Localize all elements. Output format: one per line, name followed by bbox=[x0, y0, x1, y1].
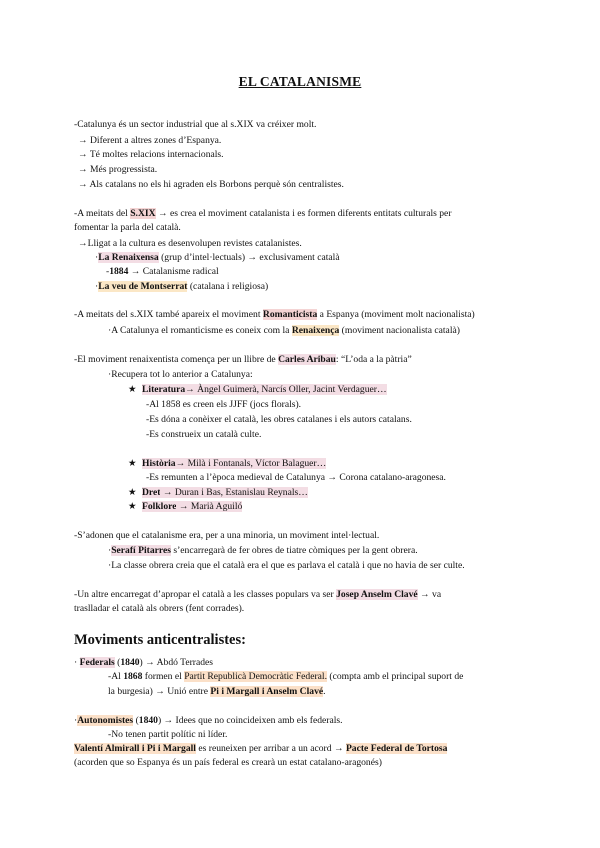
bullet-line: → Diferent a altres zones d’Espanya. bbox=[78, 135, 222, 146]
bullet-line: → Més progressista. bbox=[78, 164, 158, 175]
paragraph-line: fomentar la parla del català. bbox=[74, 222, 181, 233]
highlight-term: Serafí Pitarres bbox=[111, 545, 171, 556]
intro-line: -Catalunya és un sector industrial que al s.XIX va créixer molt. bbox=[74, 119, 317, 130]
sub-item: ·A Catalunya el romanticisme es coneix com la Renaixença (moviment nacionalista català) bbox=[108, 325, 460, 336]
highlight-term: Dret bbox=[142, 487, 161, 498]
highlight-term: Història bbox=[142, 458, 176, 469]
highlight-term: Pacte Federal de Tortosa bbox=[345, 743, 448, 754]
section-heading: Moviments anticentralistes: bbox=[74, 632, 246, 648]
detail-line: -Es remunten a l’època medieval de Catalunya → Corona catalano-aragonesa. bbox=[146, 472, 446, 483]
star-icon: ★ bbox=[128, 384, 137, 395]
star-icon: ★ bbox=[128, 487, 137, 498]
highlight-term: Autonomistes bbox=[77, 715, 134, 726]
sub-item: ·Serafí Pitarres s’encarregarà de fer obres de tiatre còmiques per la gent obrera. bbox=[108, 545, 418, 556]
sub-item: ·Recupera tot lo anterior a Catalunya: bbox=[108, 369, 253, 380]
highlight-term: Romanticista bbox=[262, 309, 318, 320]
paragraph-line: Valentí Almirall i Pi i Margall es reuneixen per arribar a un acord → Pacte Federal de Tortosa bbox=[74, 743, 448, 754]
star-item-folklore: ★ Folklore → Marià Aguiló bbox=[128, 501, 243, 512]
sub-item: -No tenen partit polític ni líder. bbox=[108, 729, 228, 740]
highlight-term: Carles Aribau bbox=[278, 354, 336, 365]
sub-item: -1884 → Catalanisme radical bbox=[106, 266, 219, 277]
bullet-line: → Té moltes relacions internacionals. bbox=[78, 149, 224, 160]
star-icon: ★ bbox=[128, 458, 137, 469]
sub-item: la burgesia) → Unió entre Pi i Margall i Anselm Clavé. bbox=[108, 686, 326, 697]
detail-line: -Al 1858 es creen els JJFF (jocs florals). bbox=[146, 399, 302, 410]
sub-item: ·La veu de Montserrat (catalana i religiosa) bbox=[95, 281, 269, 292]
detail-line: -Es dóna a conèixer el català, les obres catalanes i els autors catalans. bbox=[146, 414, 412, 425]
detail-line: -Es construeix un català culte. bbox=[146, 429, 262, 440]
star-item-historia: ★ Història→ Milà i Fontanals, Víctor Balaguer… bbox=[128, 458, 327, 469]
highlight-term: Valentí Almirall i Pi i Margall bbox=[74, 743, 196, 754]
paragraph-line: -El moviment renaixentista comença per un llibre de Carles Aribau: “L’oda a la pàtria” bbox=[74, 354, 412, 365]
sub-item: ·La Renaixensa (grup d’intel·lectuals) → exclusivament català bbox=[95, 252, 340, 263]
paragraph-line: -Un altre encarregat d’apropar el català a les classes populars va ser Josep Anselm Clavé → va bbox=[74, 589, 442, 600]
paragraph-line: · Federals (1840) → Abdó Terrades bbox=[74, 657, 214, 668]
highlight-term: Josep Anselm Clavé bbox=[336, 589, 418, 600]
highlight-term: Federals bbox=[79, 657, 115, 668]
highlight-term: Folklore bbox=[142, 501, 177, 512]
sub-item: -Al 1868 formen el Partit Republicà Democràtic Federal. (compta amb el principal suport de bbox=[108, 671, 464, 682]
star-item-dret: ★ Dret → Duran i Bas, Estanislau Reynals… bbox=[128, 487, 308, 498]
star-item-literatura: ★ Literatura→ Àngel Guimerà, Narcís Oller, Jacint Verdaguer… bbox=[128, 384, 387, 395]
bold-term: 1884 bbox=[109, 266, 129, 277]
highlight-term: Pi i Margall i Anselm Clavé bbox=[210, 686, 324, 697]
document-title: EL CATALANISME bbox=[238, 74, 362, 89]
highlight-term: Renaixença bbox=[291, 325, 340, 336]
bullet-line: → Als catalans no els hi agraden els Borbons perquè són centralistes. bbox=[78, 179, 344, 190]
paragraph-line: -A meitats del s.XIX també apareix el moviment Romanticista a Espanya (moviment molt nacionalista) bbox=[74, 309, 475, 320]
paragraph-line: (acorden que so Espanya és un país federal es crearà un estat catalano-aragonés) bbox=[74, 757, 382, 768]
bullet-line: →Lligat a la cultura es desenvolupen revistes catalanistes. bbox=[78, 238, 302, 249]
paragraph-line: -S’adonen que el catalanisme era, per a una minoria, un moviment intel·lectual. bbox=[74, 530, 380, 541]
highlight-term: S.XIX bbox=[130, 208, 156, 219]
paragraph-line: ·Autonomistes (1840) → Idees que no coincideixen amb els federals. bbox=[74, 715, 343, 726]
sub-item: ·La classe obrera creia que el català era el que es parlava el català i que no havia de ser culte. bbox=[108, 560, 465, 571]
highlight-term: La Renaixensa bbox=[98, 252, 159, 263]
highlight-term: La veu de Montserrat bbox=[98, 281, 188, 292]
star-icon: ★ bbox=[128, 501, 137, 512]
paragraph-line: traslladar el català als obrers (fent corrades). bbox=[74, 603, 245, 614]
highlight-term: Partit Republicà Democràtic Federal. bbox=[184, 671, 327, 682]
highlight-term: Literatura bbox=[142, 384, 186, 395]
paragraph-line: -A meitats del S.XIX → es crea el moviment catalanista i es formen diferents entitats culturals per bbox=[74, 208, 452, 219]
